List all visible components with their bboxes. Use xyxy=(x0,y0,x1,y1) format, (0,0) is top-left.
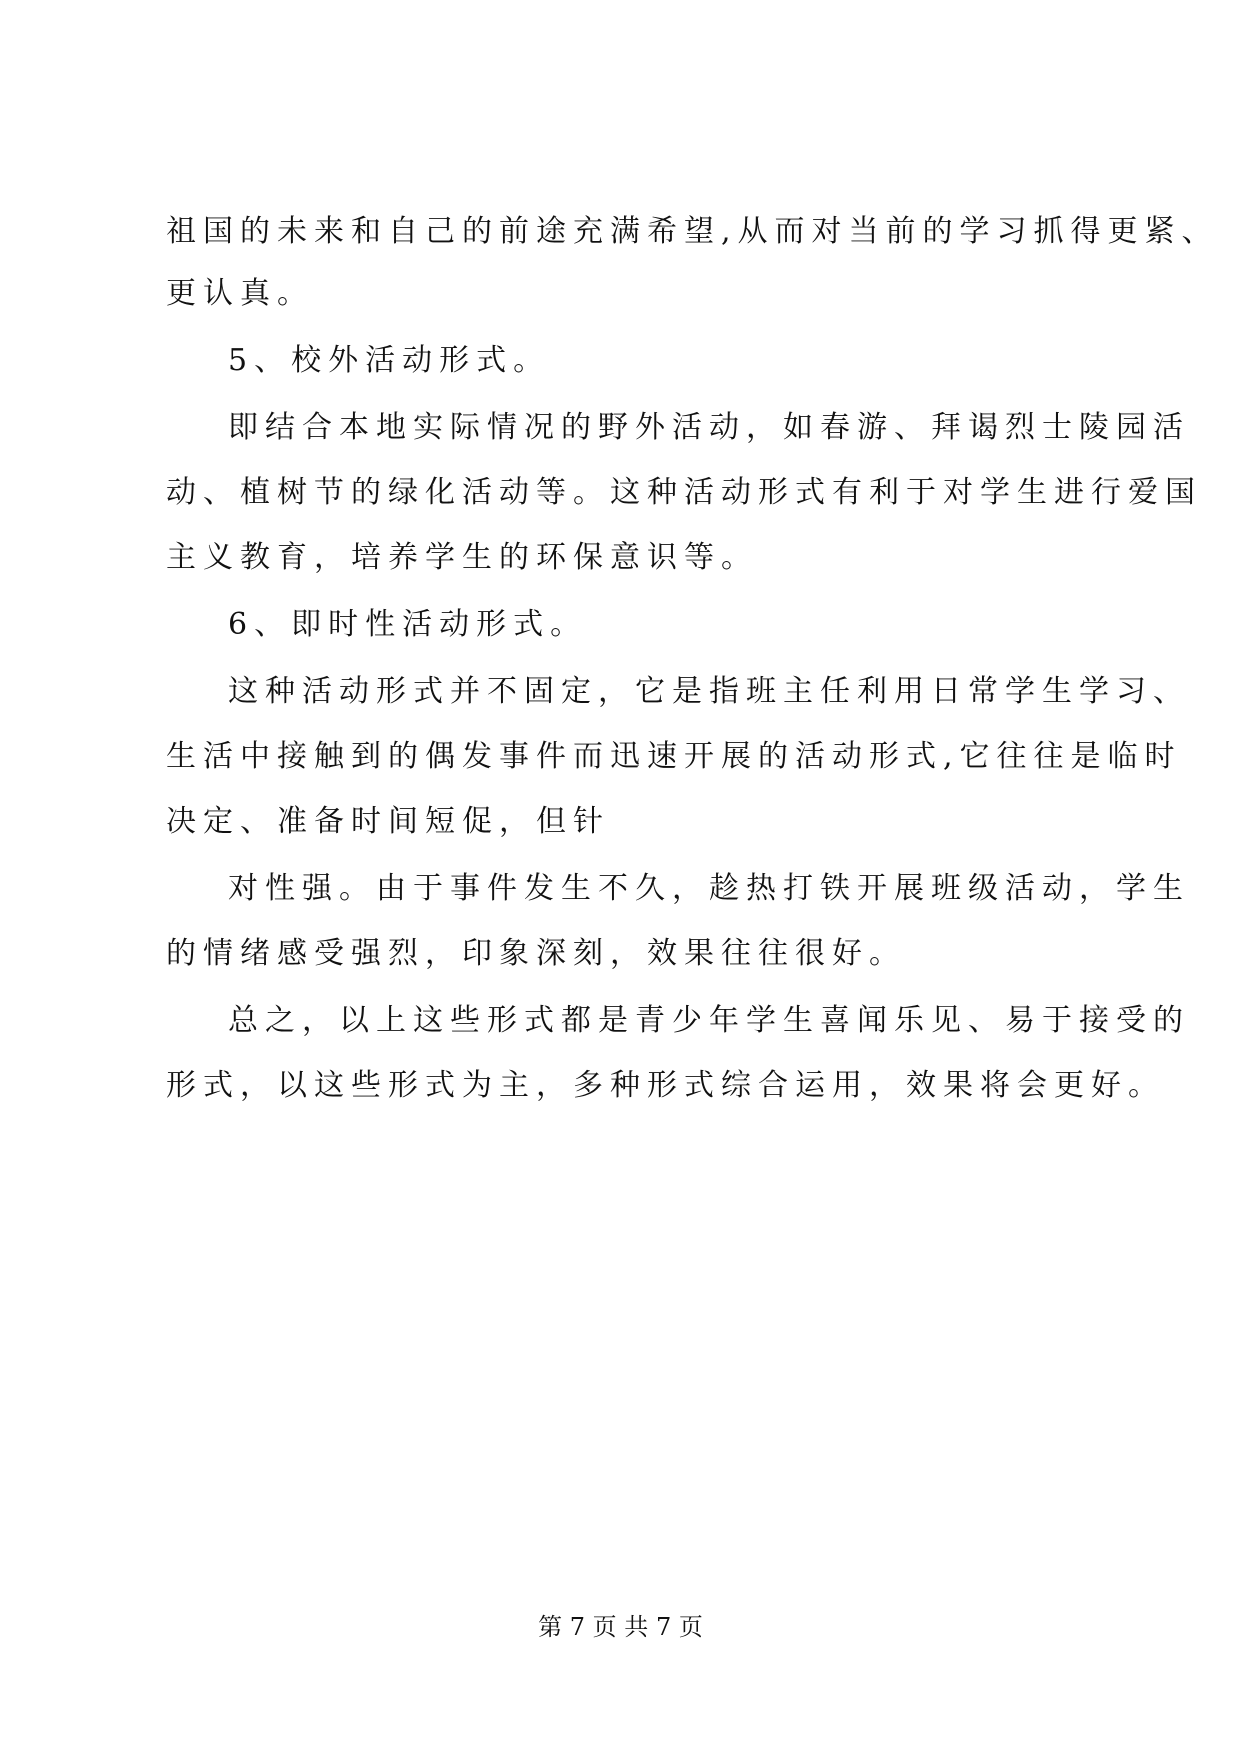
text-line: 主义教育，培养学生的环保意识等。 xyxy=(166,540,758,575)
text-line: 的情绪感受强烈，印象深刻，效果往往很好。 xyxy=(166,936,906,971)
section-heading: 6、即时性活动形式。 xyxy=(228,607,588,642)
text-line: 即结合本地实际情况的野外活动，如春游、拜谒烈士陵园活 xyxy=(228,410,1190,445)
document-body xyxy=(166,213,1219,1105)
text-line: 形式，以这些形式为主，多种形式综合运用，效果将会更好。 xyxy=(166,1068,1165,1103)
text-line: 这种活动形式并不固定，它是指班主任利用日常学生学习、 xyxy=(228,674,1190,709)
page-footer: 第 7 页 共 7 页 xyxy=(538,1613,703,1641)
text-line: 更认真。 xyxy=(166,276,314,311)
text-line: 决定、准备时间短促，但针 xyxy=(166,804,610,839)
section-heading: 5、校外活动形式。 xyxy=(228,343,551,378)
text-line: 生活中接触到的偶发事件而迅速开展的活动形式,它往往是临时 xyxy=(166,739,1182,774)
text-line: 祖国的未来和自己的前途充满希望,从而对当前的学习抓得更紧、 xyxy=(166,214,1219,249)
text-line: 总之，以上这些形式都是青少年学生喜闻乐见、易于接受的 xyxy=(228,1003,1190,1038)
text-line: 动、植树节的绿化活动等。这种活动形式有利于对学生进行爱国 xyxy=(166,475,1202,510)
text-line: 对性强。由于事件发生不久，趁热打铁开展班级活动，学生 xyxy=(228,871,1190,906)
